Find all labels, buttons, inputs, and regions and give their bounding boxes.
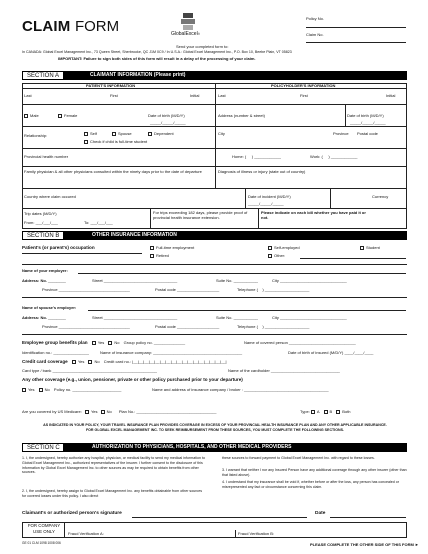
relationship-label: Relationship:	[24, 133, 48, 138]
diagnosis-label: Diagnosis of illness or injury (state out of country)	[218, 169, 306, 174]
claim-no-label: Claim No.	[306, 32, 324, 37]
holder-dob-label: Date of birth (M/D/Y)	[347, 113, 384, 118]
self-option[interactable]: Self	[84, 131, 97, 136]
section-b-bar	[22, 231, 407, 240]
checkbox-icon	[148, 132, 152, 136]
patient-header: PATIENT'S INFORMATION	[86, 83, 136, 88]
employer-name-field[interactable]	[78, 273, 406, 274]
medicare-row: Are you covered by US Medicare: Yes No Plan No.: ____________________________________	[22, 409, 217, 414]
spouse-employer-label: Name of spouse's employer:	[22, 305, 77, 310]
bill-note: Please indicate on each bill whether you have paid it or not.	[261, 210, 366, 220]
patient-initial-label: Initial	[190, 93, 200, 98]
name-company[interactable]: Name and address of insurance company / broker : ______________________________________	[152, 387, 329, 392]
date-incident-field[interactable]: _____/_____/_____	[248, 201, 284, 206]
send-to-text: Send your completed form to:	[176, 44, 229, 49]
checkbox-icon[interactable]	[92, 341, 96, 345]
employer-name-label: Name of your employer:	[22, 268, 68, 273]
spouse-address-no[interactable]: Address: No. ________	[22, 315, 66, 320]
holder-last-label: Last	[218, 93, 226, 98]
occupation-label: Patient's (or parent's) occupation	[22, 245, 95, 250]
patient-first-label: First	[110, 93, 118, 98]
covered-person[interactable]: Name of covered person ______________________________	[244, 340, 356, 345]
fraud-b-label: Fraud Verification B:	[238, 531, 275, 536]
spouse-employer-field[interactable]	[88, 310, 406, 311]
employer-postal[interactable]: Postal code ___________________	[155, 287, 220, 292]
card-type[interactable]: Card type / bank _______________________________________________	[22, 368, 158, 373]
occupation-field[interactable]	[22, 253, 142, 254]
please-complete: PLEASE COMPLETE THE OTHER SIDE OF THIS FORM ►	[310, 542, 419, 547]
address-label: Address (number & street)	[218, 113, 265, 118]
policyholder-header: POLICYHOLDER'S INFORMATION	[271, 83, 336, 88]
insurance-company[interactable]: Name of insurance company: ________________________________________	[100, 350, 243, 355]
section-a-label: SECTION A	[22, 71, 64, 80]
student-check[interactable]: Check if child is full-time student	[84, 139, 147, 144]
female-option[interactable]: Female	[58, 113, 77, 118]
section-c-title: AUTHORIZATION TO PHYSICIANS, HOSPITALS, AND OTHER MEDICAL PROVIDERS	[92, 444, 292, 450]
credit-card-row: Credit card coverage Yes No Credit card no.: |__|__|__|__|__|__|__|__|__|__|__|__|__|__|__|__|__|	[22, 359, 227, 364]
coverage-notice: AS INDICATED IN YOUR POLICY, YOUR TRAVEL INSURANCE PLAN PROVIDES COVERAGE IN EXCESS OF YOUR PROVINCIAL HEALTH INSURANCE PLAN AND ANY OTHER APPLICABLE INSURANCE. FOR GLOBAL EXCEL MANAGEMENT INC. TO SEEK REIMBURSEMENT FROM THESE SOURCES, YOU MUST COMPLETE THE FOLLOWING SECTIONS.	[43, 423, 387, 432]
employer-city[interactable]: City ______________________________	[272, 278, 347, 283]
form-code: GE 01 CLM 1098 1008 006	[22, 541, 61, 545]
id-no[interactable]: Identification no.: ________________	[22, 350, 89, 355]
employer-street[interactable]: Street _________________________________	[92, 278, 178, 283]
form-title	[22, 18, 119, 36]
checkbox-icon[interactable]	[85, 410, 89, 414]
spouse-telephone[interactable]: Telephone ( ) ____________________	[237, 324, 310, 329]
company-use-label: FOR COMPANY USE ONLY	[27, 523, 61, 534]
auth-item-4: 4. I understand that my insurance shall be void if, whether before or after the loss, any person has concealed or misrepresented any fact or circumstance concerning this claim.	[222, 480, 399, 489]
spouse-province[interactable]: Province ________________________________	[42, 324, 130, 329]
family-physician-label: Family physician & all other physicians consulted within the ninety days prior to the date of departure	[24, 169, 202, 174]
logo	[168, 12, 208, 38]
other-option[interactable]: Other:	[268, 253, 285, 258]
medicare-type: Type: A B Both	[300, 409, 351, 414]
holder-first-label: First	[300, 93, 308, 98]
policy-no-field[interactable]	[306, 27, 406, 28]
arrow-right-icon: ►	[414, 542, 419, 547]
credit-card-number-field[interactable]: |__|__|__|__|__|__|__|__|__|__|__|__|__|__|__|__|__|	[132, 359, 227, 364]
checkbox-icon[interactable]	[88, 360, 92, 364]
employer-telephone[interactable]: Telephone ( ) ____________________	[237, 287, 310, 292]
checkbox-icon	[24, 114, 28, 118]
section-a-title: CLAIMANT INFORMATION (Please print)	[90, 72, 186, 78]
auth-item-2b: these sources to forward payment to Global Excel Management Inc. with regard to these losses.	[222, 456, 375, 460]
section-b-title: OTHER INSURANCE INFORMATION	[92, 232, 177, 238]
date-incident-label: Date of incident (M/D/Y)	[248, 194, 291, 199]
other-field[interactable]	[300, 258, 406, 259]
auth-item-1: 1. I, the undersigned, hereby authorize any hospital, physician, or medical facility to send my medical information to Global Excel Management Inc., authorized representatives of the insurer. I further consent to the disclosure of this information by Global Excel Management Inc. to other sources as may be required to obtain benefits from other sources.	[22, 456, 205, 475]
checkbox-icon	[84, 140, 88, 144]
group-plan-row: Employee group benefits plan Yes No Group policy no. ______________	[22, 340, 186, 345]
dependent-option[interactable]: Dependent	[148, 131, 174, 136]
cardholder[interactable]: Name of the cardholder _______________________________	[228, 368, 340, 373]
policy-no-label: Policy No.	[306, 16, 325, 21]
address-line: In CANADA: Global Excel Management Inc., 73 Queen Street, Sherbrooke, QC J1M 0C9 / In U.S.A.: Global Excel Management Inc., P.O. Box 10, Beebe Plain, VT 05823	[22, 50, 292, 54]
spouse-city[interactable]: City ______________________________	[272, 315, 347, 320]
claim-no-field[interactable]	[306, 42, 406, 43]
postal-code-label: Postal code	[357, 131, 378, 136]
checkbox-icon	[150, 254, 154, 258]
section-a-bar	[22, 71, 407, 80]
checkbox-icon[interactable]	[324, 410, 328, 414]
checkbox-icon[interactable]	[311, 410, 315, 414]
form-title-bold: CLAIM	[22, 18, 71, 35]
city-label: City	[218, 131, 225, 136]
checkbox-icon	[84, 132, 88, 136]
signature-label: Claimant's or authorized person's signature	[22, 511, 122, 516]
checkbox-icon[interactable]	[101, 410, 105, 414]
auth-item-2: 2. I, the undersigned, hereby assign to Global Excel Management Inc. any benefits obtainable from other sources for covered losses under this policy. I also direct	[22, 489, 202, 498]
checkbox-icon	[58, 114, 62, 118]
checkbox-icon	[150, 246, 154, 250]
trips-note: For trips exceeding 182 days, please provide proof of provincial health insurance extension.	[153, 210, 248, 220]
fraud-a-label: Fraud Verification A:	[68, 531, 104, 536]
logo-text: GlobalExcel®	[171, 31, 200, 37]
date-label: Date	[315, 511, 326, 516]
checkbox-icon[interactable]	[108, 341, 112, 345]
any-other-label: Any other coverage (e.g., union, pensioner, private or other policy purchased prior to your departure)	[22, 377, 243, 382]
trip-to-field[interactable]: To: ___/___/___	[84, 220, 113, 225]
patient-last-label: Last	[24, 93, 32, 98]
spouse-street[interactable]: Street _________________________________	[92, 315, 178, 320]
any-other-row: Yes No Policy no. ______________________	[22, 387, 121, 392]
form-title-rest: FORM	[74, 18, 120, 35]
section-b-label: SECTION B	[22, 231, 64, 240]
patient-dob-field[interactable]: _____/_____/_____	[150, 120, 186, 125]
holder-dob-field[interactable]: _____/_____/_____	[350, 120, 386, 125]
self-employed-option[interactable]: Self-employed	[268, 245, 300, 250]
spouse-suite[interactable]: Suite No. ___________	[216, 315, 259, 320]
date-field[interactable]	[330, 517, 406, 518]
currency-label: Currency	[372, 194, 389, 199]
work-phone[interactable]: Work: ( ) ____________	[310, 154, 358, 159]
checkbox-icon[interactable]	[336, 410, 340, 414]
student-option[interactable]: Student	[360, 245, 380, 250]
checkbox-icon	[268, 246, 272, 250]
checkbox-icon[interactable]	[72, 360, 76, 364]
retired-option[interactable]: Retired	[150, 253, 169, 258]
trip-from-field[interactable]: From: ___/___/___	[24, 220, 58, 225]
checkbox-icon	[268, 254, 272, 258]
health-number-label: Provincial health number	[24, 154, 69, 159]
province-label: Province	[333, 131, 349, 136]
checkbox-icon	[112, 132, 116, 136]
auth-item-3: 3. I warrant that neither I nor any Insured Person have any additional coverage through any other insurer (other than that listed above).	[222, 468, 407, 477]
employer-address-no[interactable]: Address: No. ________	[22, 278, 66, 283]
home-phone[interactable]: Home: ( ) ____________	[232, 154, 281, 159]
patient-dob-label: Date of birth (M/D/Y)	[148, 113, 185, 118]
male-option[interactable]: Male	[24, 113, 39, 118]
spouse-option[interactable]: Spouse	[112, 131, 132, 136]
dob-insured[interactable]: Date of birth of insured (M/D/Y) ____/____/____	[288, 350, 374, 355]
signature-field[interactable]	[132, 517, 307, 518]
spouse-postal[interactable]: Postal code ___________________	[155, 324, 220, 329]
employer-suite[interactable]: Suite No. ___________	[216, 278, 259, 283]
important-note: IMPORTANT: Failure to sign both sides of this form will result in a delay of the processing of your claim.	[58, 56, 256, 61]
section-c-label: SECTION C	[22, 443, 64, 452]
country-label: Country where claim occured	[24, 194, 76, 199]
holder-initial-label: Initial	[386, 93, 396, 98]
checkbox-icon[interactable]	[22, 388, 26, 392]
employer-province[interactable]: Province ________________________________	[42, 287, 130, 292]
trip-dates-label: Trip dates (M/D/Y)	[24, 211, 57, 216]
checkbox-icon[interactable]	[39, 388, 43, 392]
checkbox-icon	[360, 246, 364, 250]
full-time-option[interactable]: Full-time employment	[150, 245, 194, 250]
